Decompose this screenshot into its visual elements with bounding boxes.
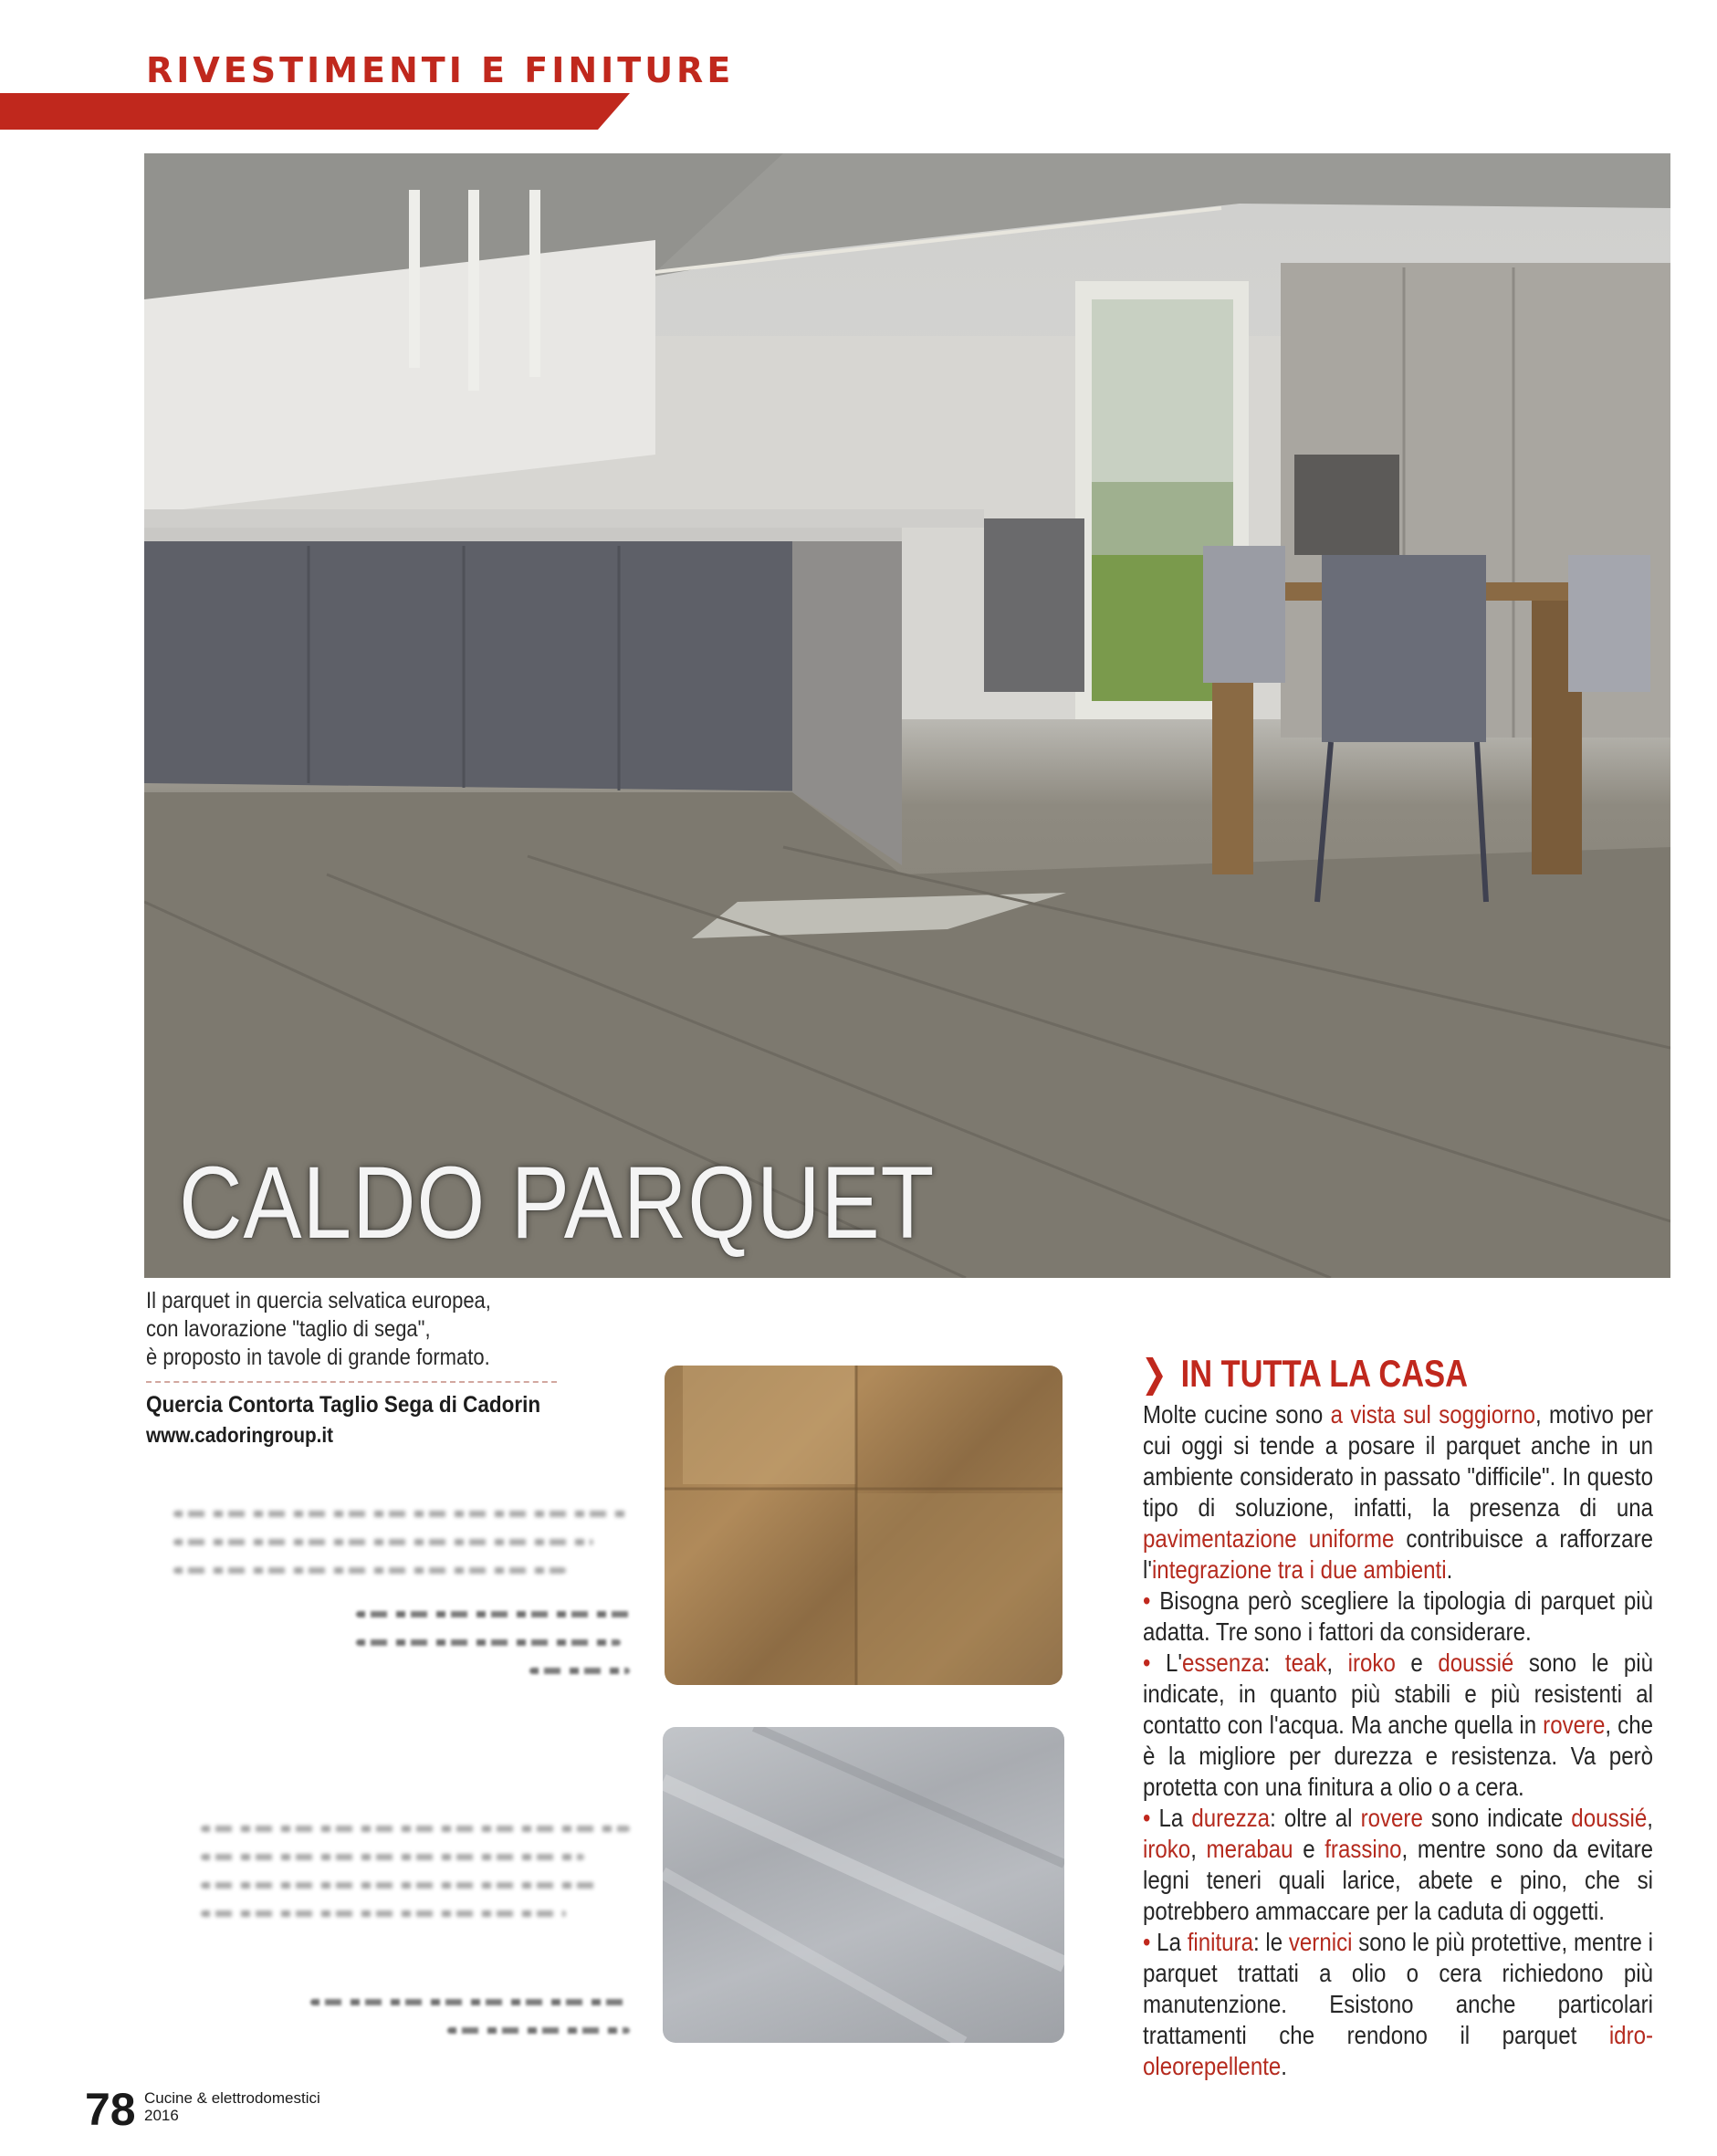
highlight: doussié xyxy=(1438,1648,1514,1677)
bullet: • xyxy=(1143,1804,1151,1832)
grey-sample-texture xyxy=(663,1727,1064,2043)
highlight: a vista sul soggiorno xyxy=(1330,1400,1535,1429)
wood-sample-texture xyxy=(665,1366,1063,1685)
text: e xyxy=(1293,1835,1325,1863)
text: , mentre sono da evitare legni teneri quali larice, abete e pino, che si potrebbero ammaccare per la caduta di oggetti. xyxy=(1143,1835,1653,1925)
bullet: • xyxy=(1143,1648,1151,1677)
chevron-right-icon: ❯ xyxy=(1141,1351,1167,1396)
text: La xyxy=(1150,1804,1192,1832)
caption-divider xyxy=(146,1381,557,1383)
publication-year: 2016 xyxy=(144,2107,179,2124)
highlight: merabau xyxy=(1206,1835,1293,1863)
highlight: essenza xyxy=(1181,1648,1264,1677)
blurred-text-block xyxy=(356,1611,630,1696)
text: , motivo per cui oggi si tende a posare il parquet anche in un ambiente considerato in passato "difficile". In questo tipo di soluzione, infatti, la presenza di una xyxy=(1143,1400,1653,1522)
article-heading xyxy=(1141,1351,1468,1396)
article-paragraph xyxy=(1143,1803,1653,1927)
text: , che è la migliore per durezza e resistenza. Va però protetta con una finitura a olio o a cera. xyxy=(1143,1711,1653,1801)
highlight: frassino xyxy=(1324,1835,1402,1863)
highlight: teak xyxy=(1284,1648,1327,1677)
blurred-text-block xyxy=(310,1999,630,2056)
text: sono indicate xyxy=(1422,1804,1572,1832)
article-paragraph xyxy=(1143,1648,1653,1803)
text: contribuisce a rafforzare l' xyxy=(1143,1524,1653,1584)
article-paragraph xyxy=(1143,1927,1653,2082)
article-paragraph xyxy=(1143,1586,1653,1648)
highlight: iroko xyxy=(1143,1835,1191,1863)
highlight: iroko xyxy=(1347,1648,1396,1677)
highlight: integrazione tra i due ambienti xyxy=(1151,1555,1447,1584)
section-title: RIVESTIMENTI E FINITURE xyxy=(146,50,735,90)
article-body xyxy=(1143,1399,1653,2082)
header-red-bar xyxy=(0,93,630,130)
hero-title: CALDO PARQUET xyxy=(179,1146,936,1260)
text: sono le più protettive, mentre i parquet trattati a olio o cera richiedono più manutenzione. Esistono anche particolari trattamenti che rendono il parquet xyxy=(1143,1928,1653,2049)
photo-caption xyxy=(146,1287,548,1372)
article-paragraph xyxy=(1143,1399,1653,1586)
highlight: rovere xyxy=(1360,1804,1423,1832)
caption-line: con lavorazione "taglio di sega", xyxy=(146,1316,431,1342)
blurred-text-block xyxy=(173,1511,630,1596)
text: sono le più indicate, in quanto più stabili e più resistenti al contatto con l'acqua. Ma anche quella in xyxy=(1143,1648,1654,1739)
article-heading-text: IN TUTTA LA CASA xyxy=(1180,1352,1469,1395)
text: La xyxy=(1150,1928,1188,1956)
text: , xyxy=(1647,1804,1653,1832)
text: . xyxy=(1281,2052,1287,2080)
highlight: vernici xyxy=(1288,1928,1353,1956)
page-number: 78 xyxy=(85,2084,136,2135)
text: : oltre al xyxy=(1270,1804,1361,1832)
text: . xyxy=(1446,1555,1453,1584)
kitchen-illustration xyxy=(144,153,1670,1278)
highlight: pavimentazione uniforme xyxy=(1143,1524,1395,1553)
text: Molte cucine sono xyxy=(1143,1400,1331,1429)
bullet: • xyxy=(1143,1586,1151,1615)
bullet: • xyxy=(1143,1928,1151,1956)
product-name: Quercia Contorta Taglio Sega di Cadorin xyxy=(146,1392,541,1418)
caption-line: è proposto in tavole di grande formato. xyxy=(146,1345,490,1370)
text: : xyxy=(1263,1648,1285,1677)
text: Bisogna però scegliere la tipologia di parquet più adatta. Tre sono i fattori da considerare. xyxy=(1143,1586,1653,1646)
wood-sample-image xyxy=(665,1366,1063,1685)
publication-info xyxy=(144,2089,320,2124)
highlight: doussié xyxy=(1571,1804,1648,1832)
text: , xyxy=(1190,1835,1207,1863)
grey-sample-image xyxy=(663,1727,1064,2043)
caption-line: Il parquet in quercia selvatica europea, xyxy=(146,1288,491,1313)
text: , xyxy=(1326,1648,1348,1677)
publication-name: Cucine & elettrodomestici xyxy=(144,2089,320,2107)
highlight: finitura xyxy=(1187,1928,1253,1956)
product-url: www.cadoringroup.it xyxy=(146,1423,334,1447)
text: : le xyxy=(1252,1928,1289,1956)
highlight: rovere xyxy=(1543,1711,1606,1739)
text: L' xyxy=(1150,1648,1182,1677)
hero-kitchen-photo xyxy=(144,153,1670,1278)
highlight: idro-oleorepellente xyxy=(1143,2021,1653,2080)
blurred-text-block xyxy=(201,1826,630,1939)
text: e xyxy=(1395,1648,1439,1677)
highlight: durezza xyxy=(1191,1804,1271,1832)
